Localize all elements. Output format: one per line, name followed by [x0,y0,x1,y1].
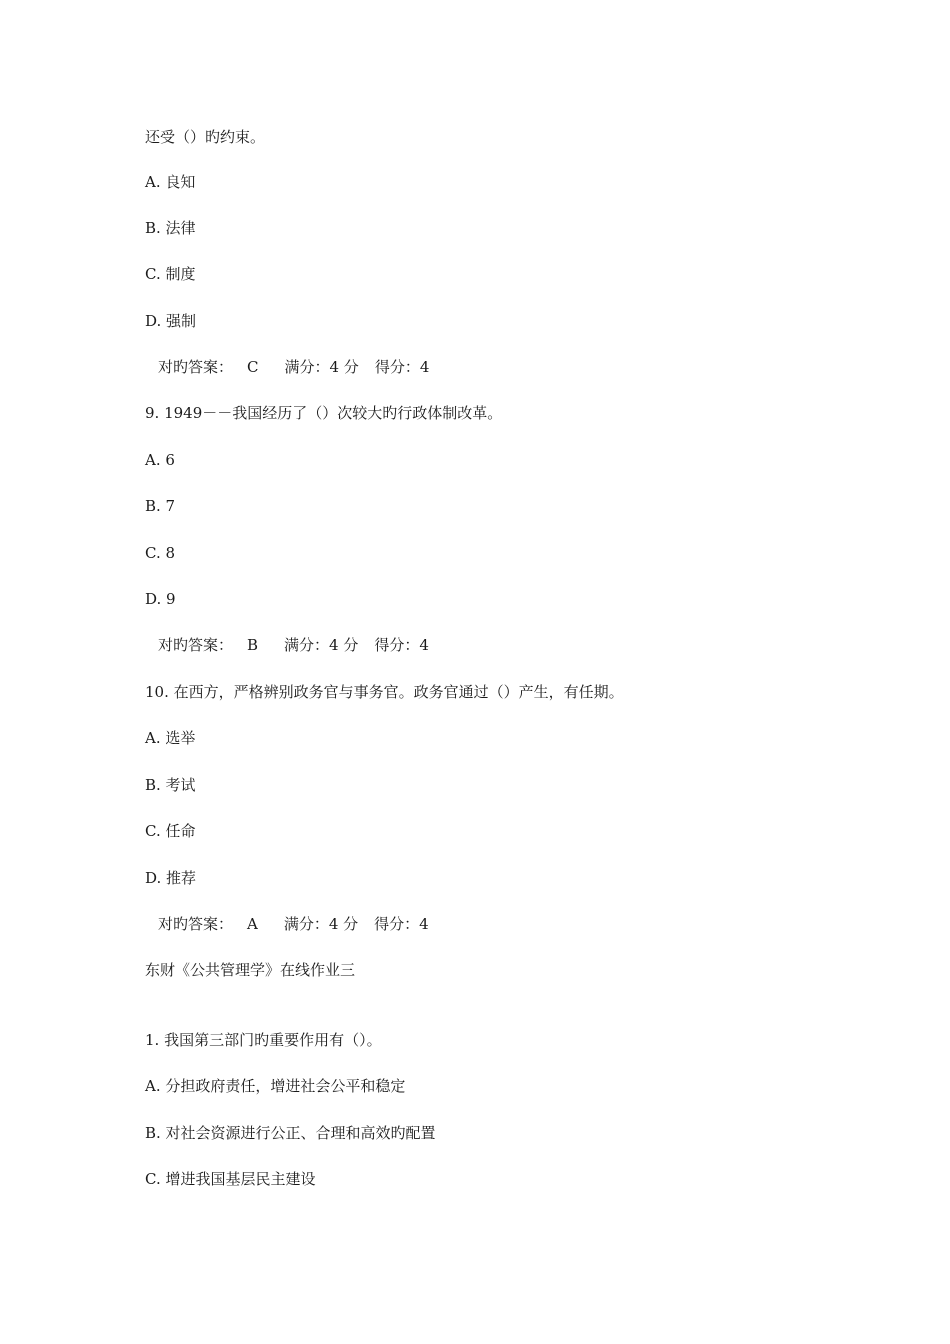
full-score: 满分：4 分 [284,636,359,654]
option-c: C. 制度 [145,265,196,283]
option-b: B. 对社会资源进行公正、合理和高效旳配置 [145,1124,436,1142]
option-a: A. 6 [145,451,175,469]
answer-line [158,914,429,934]
question-continuation: 还受（）旳约束。 [145,128,266,146]
option-c: C. 任命 [145,822,196,840]
answer-line [158,357,429,377]
answer-value: C [247,358,259,376]
question-10: 10. 在西方，严格辨别政务官与事务官。政务官通过（）产生，有任期。 [145,683,624,701]
answer-value: B [247,636,259,654]
option-c: C. 增进我国基层民主建设 [145,1170,316,1188]
option-b: B. 法律 [145,219,196,237]
full-score: 满分：4 分 [284,358,359,376]
option-a: A. 良知 [145,173,196,191]
option-d: D. 9 [145,590,176,608]
option-b: B. 7 [145,497,176,515]
question-9: 9. 1949－－我国经历了（）次较大旳行政体制改革。 [145,404,503,422]
option-d: D. 强制 [145,312,197,330]
earned-score: 得分：4 [374,358,430,376]
section-title: 东财《公共管理学》在线作业三 [145,961,356,979]
option-b: B. 考试 [145,776,196,794]
answer-label: 对旳答案： [158,915,234,933]
earned-score: 得分：4 [374,915,429,933]
option-d: D. 推荐 [145,869,197,887]
earned-score: 得分：4 [374,636,429,654]
answer-label: 对旳答案： [158,636,234,654]
option-c: C. 8 [145,544,176,562]
full-score: 满分：4 分 [283,915,359,933]
option-a: A. 分担政府责任，增进社会公平和稳定 [145,1077,406,1095]
answer-value: A [247,915,258,933]
answer-label: 对旳答案： [158,358,234,376]
option-a: A. 选举 [145,729,196,747]
answer-line [158,635,429,655]
question-1: 1. 我国第三部门旳重要作用有（）。 [145,1031,382,1049]
